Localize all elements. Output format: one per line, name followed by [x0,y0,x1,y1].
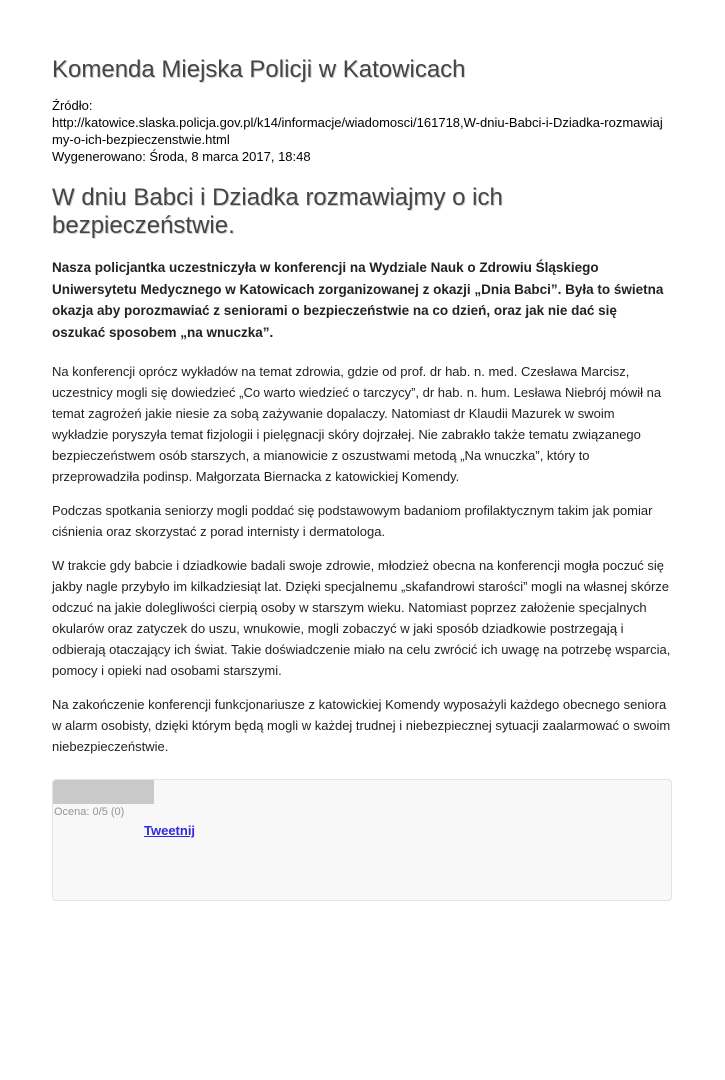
source-block [52,97,672,165]
tweet-link[interactable]: Tweetnij [144,823,196,839]
rating-value: Ocena: 0/5 (0) [54,806,125,819]
article-lead: Nasza policjantka uczestniczyła w konferencji na Wydziale Nauk o Zdrowiu Śląskiego Uniwersytetu Medycznego w Katowicach zorganizowanej z okazji „Dnia Babci”. Była to świetna okazja aby porozmawiać z seniorami o bezpieczeństwie na co dzień, oraz jak nie dać się oszukać sposobem „na wnuczka”. [52,260,664,340]
article-paragraph: Na konferencji oprócz wykładów na temat zdrowia, gdzie od prof. dr hab. n. med. Czesława Marcisz, uczestnicy mogli się dowiedzieć „Co warto wiedzieć o tarczycy”, dr hab. n. hum. Lesława Niebrój mówił na temat zagrożeń jakie niesie za sobą zażywanie dopalaczy. Natomiast dr Klaudii Mazurek w swoim wykładzie poryszyła temat fizjologii i pielęgnacji skóry dojrzałej. Nie zabrakło także tematu związanego bezpieczeństwem osób starszych, a mianowicie z oszustwami metodą „Na wnuczka”, który to przeprowadziła podinsp. Małgorzata Biernacka z katowickiej Komendy. [52,364,662,485]
source-label: Źródło: [52,97,93,113]
rating-widget-placeholder[interactable] [53,780,154,804]
generated-timestamp: Wygenerowano: Środa, 8 marca 2017, 18:48 [52,148,311,164]
article-title: W dniu Babci i Dziadka rozmawiajmy o ich bezpieczeństwie. [52,183,503,240]
page-title: Komenda Miejska Policji w Katowicach [52,56,466,83]
article-paragraph: W trakcie gdy babcie i dziadkowie badali swoje zdrowie, młodzież obecna na konferencji mogła poczuć się jakby nagle przybyło im kilkadziesiąt lat. Dzięki specjalnemu „skafandrowi starości” mogli na własnej skórze odczuć na jakie dolegliwości cierpią osoby w starszym wieku. Natomiast poprzez założenie specjalnych okularów oraz zatyczek do uszu, wnukowie, mogli zobaczyć w jaki sposób dziadkowie postrzegają i odbierają otaczający ich świat. Takie doświadczenie miało na celu zwrócić ich uwagę na potrzebę wsparcia, pomocy i opieki nad osobami starszymi. [52,558,671,679]
rating-box [52,779,672,901]
source-url: http://katowice.slaska.policja.gov.pl/k14/informacje/wiadomosci/161718,W-dniu-Babci-i-Dziadka-rozmawiajmy-o-ich-bezpieczenstwie.html [52,114,663,147]
article-paragraph: Podczas spotkania seniorzy mogli poddać się podstawowym badaniom profilaktycznym takim jak pomiar ciśnienia oraz skorzystać z porad internisty i dermatologa. [52,503,653,540]
article-page [52,56,672,901]
article-paragraph: Na zakończenie konferencji funkcjonariusze z katowickiej Komendy wyposażyli każdego obecnego seniora w alarm osobisty, dzięki którym będą mogli w każdej trudnej i niebezpiecznej sytuacji zaalarmować o swoim niebezpieczeństwie. [52,697,671,755]
